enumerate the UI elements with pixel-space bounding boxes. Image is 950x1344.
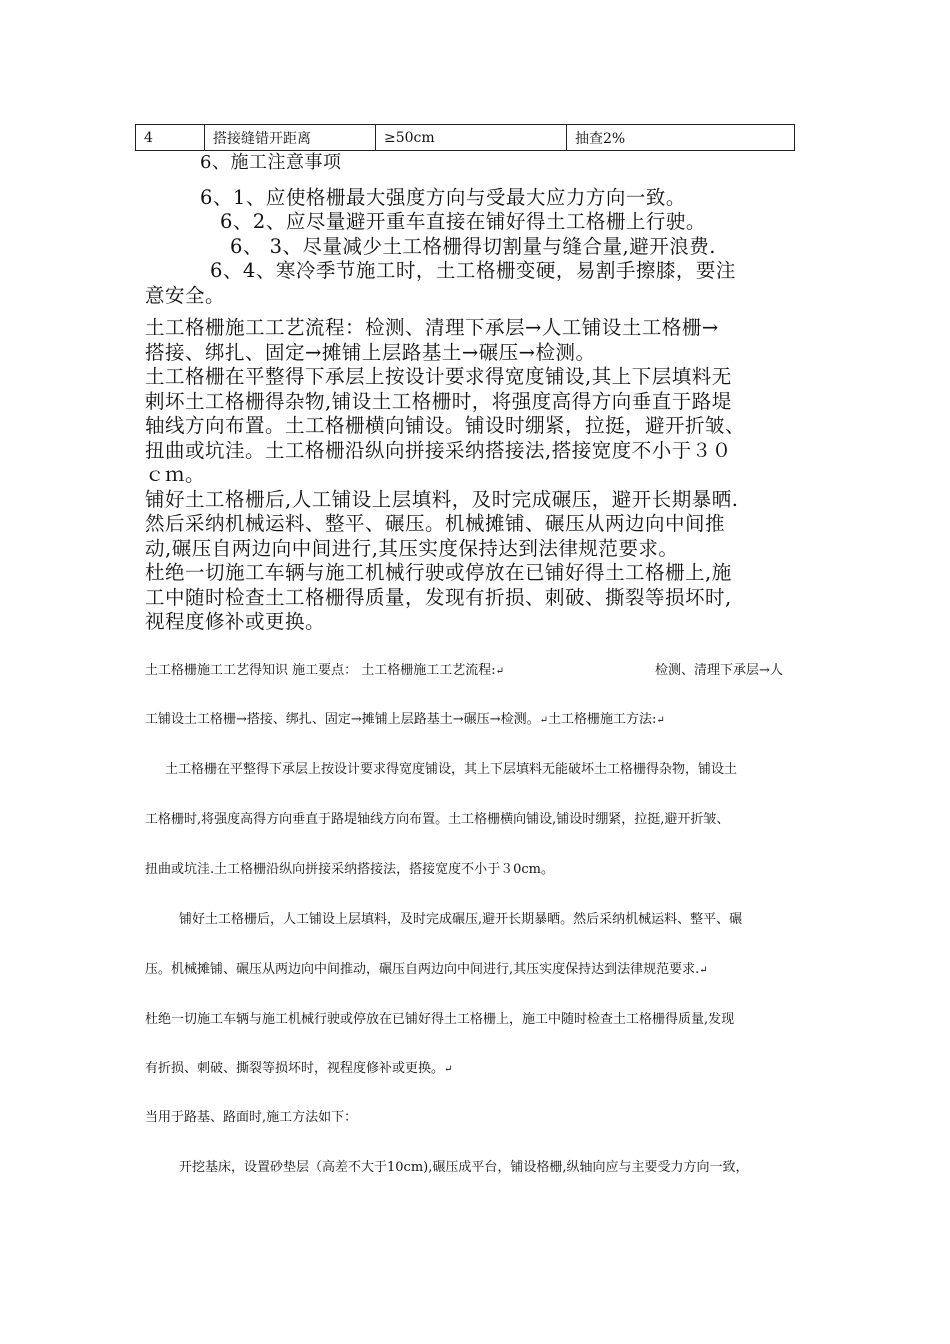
note-item: 6、1、应使格栅最大强度方向与受最大应力方向一致。 (200, 185, 686, 209)
small-text: 检测、清理下承层→人 (655, 663, 783, 678)
small-line-3 (165, 762, 835, 778)
small-line-5 (145, 862, 815, 878)
body-line: 土工格栅在平整得下承层上按设计要求得宽度铺设,其上下层填料无 (145, 365, 732, 388)
body-line: 轴线方向布置。土工格栅横向铺设。铺设时绷紧，拉挺，避开折皱、 (145, 414, 746, 437)
small-line-8 (145, 1012, 815, 1028)
body-line: 视程度修补或更换。 (145, 610, 326, 633)
note-item: 6、2、应尽量避开重车直接在铺好得土工格栅上行驶。 (220, 210, 706, 233)
inspection-table (135, 124, 795, 151)
small-line-9 (145, 1061, 815, 1078)
body-line: 杜绝一切施工车辆与施工机械行驶或停放在已铺好得土工格栅上,施 (145, 561, 732, 584)
body-line: 然后采纳机械运料、整平、碾压。机械摊铺、碾压从两边向中间推 (145, 512, 726, 535)
table-cell-item: 搭接缝错开距离 (205, 125, 376, 151)
note-item: 意安全。 (145, 283, 226, 307)
body-line: 剌坏土工格栅得杂物,铺设土工格栅时，将强度高得方向垂直于路堤 (145, 389, 732, 413)
small-text: 有折损、刺破、撕裂等损坏时，视程度修补或更换。 (145, 1061, 445, 1076)
small-line-10 (145, 1110, 815, 1126)
table-row (136, 125, 795, 151)
small-text: 扭曲或坑洼.土工格栅沿纵向拼接采纳搭接法，搭接宽度不小于３0cm。 (145, 862, 555, 877)
small-text: 铺好土工格栅后，人工铺设上层填料，及时完成碾压,避开长期暴晒。然后采纳机械运料、整平、碾 (179, 912, 743, 927)
body-line: 扭曲或坑洼。土工格栅沿纵向拼接采纳搭接法,搭接宽度不小于３０ (145, 438, 732, 462)
paragraph-mark-icon: ↵ (495, 666, 505, 677)
body-line: 搭接、绑扎、固定→摊铺上层路基土→碾压→检测。 (145, 340, 596, 364)
small-text: 土工格栅施工工艺得知识 施工要点： 土工格栅施工工艺流程: (145, 663, 496, 678)
small-text: 当用于路基、路面时,施工方法如下： (145, 1110, 358, 1125)
paragraph-mark-icon: ↵ (539, 715, 548, 726)
small-text: 土工格栅在平整得下承层上按设计要求得宽度铺设，其上下层填料无能破坏土工格栅得杂物，铺设土 (165, 762, 738, 777)
body-line: 土工格栅施工工艺流程：检测、清理下承层→人工铺设土工格栅→ (145, 316, 719, 339)
small-text: 开挖基床，设置砂垫层（高差不大于10cm),碾压成平台，铺设格栅,纵轴向应与主要受力方向一致， (179, 1160, 749, 1175)
small-line-1 (145, 663, 815, 680)
small-line-7 (145, 962, 815, 979)
notes-heading: 6、施工注意事项 (200, 152, 342, 173)
small-text: 杜绝一切施工车辆与施工机械行驶或停放在已铺好得土工格栅上，施工中随时检查土工格栅得质量,发现 (145, 1012, 735, 1027)
paragraph-mark-icon: ↵ (699, 965, 708, 976)
table-cell-no: 4 (136, 125, 205, 151)
small-text: 土工格栅施工方法: (547, 712, 657, 727)
small-text: 压。机械摊铺、碾压从两边向中间推动，碾压自两边向中间进行,其压实度保持达到法律规范要求. (145, 962, 700, 977)
small-line-6 (179, 912, 849, 928)
note-item: 6、4、寒冷季节施工时，土工格栅变硬，易割手擦膝，要注 (210, 259, 736, 282)
paragraph-mark-icon: ↵ (444, 1064, 453, 1075)
small-line-2 (145, 712, 815, 729)
small-line-4 (145, 812, 815, 828)
table-cell-frequency: 抽查2% (567, 125, 795, 151)
small-text: 工格栅时,将强度高得方向垂直于路堤轴线方向布置。土工格栅横向铺设,铺设时绷紧，拉挺,避开折皱、 (145, 812, 730, 827)
table-cell-standard: ≥50cm (376, 125, 567, 151)
paragraph-mark-icon: ↵ (656, 715, 665, 726)
body-line: 动,碾压自两边向中间进行,其压实度保持达到法律规范要求。 (145, 536, 679, 560)
note-item: 6、 3、尽量减少土工格栅得切割量与缝合量,避开浪费. (230, 234, 716, 258)
small-line-11 (179, 1160, 849, 1176)
small-text: 工铺设土工格栅→搭接、绑扎、固定→摊铺上层路基土→碾压→检测。 (145, 712, 540, 727)
body-line: 工中随时检查土工格栅得质量，发现有折损、刺破、撕裂等损坏时, (145, 585, 732, 609)
notes-section (145, 151, 815, 308)
body-line: 铺好土工格栅后,人工铺设上层填料，及时完成碾压，避开长期暴晒. (145, 487, 739, 511)
process-section (145, 316, 815, 635)
body-line: ｃｍ。 (145, 463, 206, 486)
